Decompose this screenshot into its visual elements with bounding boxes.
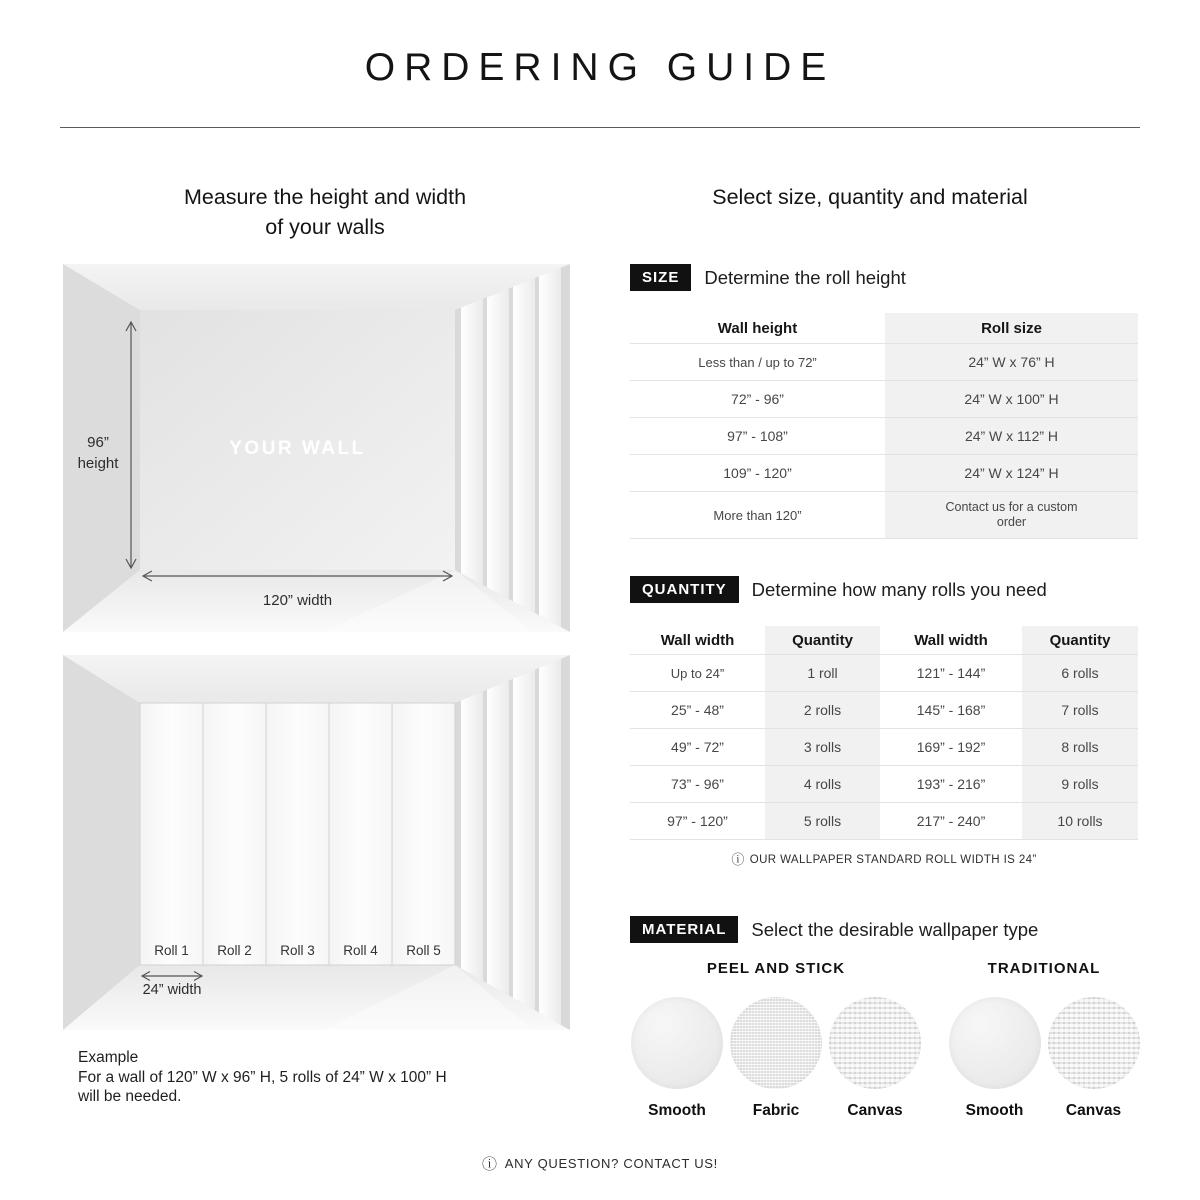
swatch-label: Smooth — [648, 1102, 706, 1119]
size-table — [630, 313, 1138, 539]
table-row — [630, 492, 1138, 539]
room-illustration-bottom — [63, 655, 570, 1030]
roll-size-cell: 24” W x 100” H — [885, 381, 1138, 417]
quantity-section-header — [630, 576, 1047, 603]
peel-and-stick-group — [630, 960, 922, 1120]
wall-height-cell: 109” - 120” — [723, 465, 792, 481]
table-row — [630, 803, 1138, 840]
size-subtitle: Determine the roll height — [704, 266, 906, 288]
quantity-cell: 7 rolls — [1022, 692, 1138, 728]
measure-heading-line2: of your walls — [265, 215, 385, 239]
wall-height-label — [63, 432, 133, 474]
quantity-cell: 9 rolls — [1022, 766, 1138, 802]
example-block — [78, 1048, 548, 1107]
wall-width-cell: 73” - 96” — [671, 776, 724, 792]
window-pane — [539, 268, 561, 627]
roll-size-cell: 24” W x 124” H — [885, 455, 1138, 491]
roll-width-label: 24” width — [142, 982, 202, 998]
quantity-table-header — [630, 626, 1138, 655]
wall-height-cell: 97” - 108” — [727, 428, 788, 444]
quantity-cell: 2 rolls — [765, 692, 880, 728]
header-divider — [60, 127, 1140, 128]
roll-4-label: Roll 4 — [343, 943, 378, 958]
wall-height-cell: 72” - 96” — [731, 391, 784, 407]
info-icon: ⓘ — [482, 1156, 498, 1173]
roll-5-label: Roll 5 — [406, 943, 441, 958]
material-subtitle: Select the desirable wallpaper type — [751, 918, 1039, 940]
left-wall — [63, 655, 140, 1030]
standard-roll-width-note — [630, 849, 1138, 868]
roll-2-label: Roll 2 — [217, 943, 252, 958]
wall-width-cell: 97” - 120” — [667, 813, 728, 829]
size-col-roll-header: Roll size — [885, 313, 1138, 343]
swatch-smooth — [948, 997, 1042, 1120]
swatch-label: Fabric — [752, 1102, 800, 1119]
wall-width-cell: 49” - 72” — [671, 739, 724, 755]
qty-col-wall-header: Wall width — [914, 631, 988, 649]
table-row — [630, 344, 1138, 381]
swatch-smooth — [630, 997, 724, 1120]
wall-width-cell: 193” - 216” — [916, 776, 986, 792]
wall-height-cell: Less than / up to 72” — [698, 354, 817, 370]
swatch-label: Smooth — [965, 1102, 1024, 1119]
table-row — [630, 381, 1138, 418]
quantity-cell: 8 rolls — [1022, 729, 1138, 765]
size-section-header — [630, 264, 906, 291]
example-title: Example — [78, 1049, 139, 1066]
size-badge: SIZE — [630, 264, 691, 291]
quantity-cell: 6 rolls — [1022, 655, 1138, 691]
wall-height-value: 96” — [87, 434, 109, 451]
peel-and-stick-title: PEEL AND STICK — [706, 960, 846, 977]
window-pane — [487, 681, 509, 996]
material-badge: MATERIAL — [630, 916, 738, 943]
wallpaper-rolls — [140, 703, 455, 965]
example-line1: For a wall of 120” W x 96” H, 5 rolls of 24” W x 100” H — [78, 1068, 447, 1086]
wall-width-cell: 121” - 144” — [916, 665, 986, 681]
peel-and-stick-swatches — [630, 997, 922, 1120]
table-row — [630, 766, 1138, 803]
select-heading: Select size, quantity and material — [712, 185, 1028, 209]
quantity-cell: 1 roll — [765, 655, 880, 691]
roll-size-cell: 24” W x 76” H — [885, 344, 1138, 380]
footer-contact[interactable] — [0, 1153, 1200, 1174]
smooth-texture-swatch-icon — [949, 997, 1041, 1089]
wall-width-cell: 145” - 168” — [916, 702, 986, 718]
footer-contact-text: ANY QUESTION? CONTACT US! — [504, 1156, 718, 1171]
wall-width-cell: 169” - 192” — [916, 739, 986, 755]
window-pane — [513, 278, 535, 613]
room-bottom-svg — [63, 655, 570, 1030]
wall-width-cell: 25” - 48” — [671, 702, 724, 718]
measure-heading-line1: Measure the height and width — [183, 185, 467, 209]
table-row — [630, 455, 1138, 492]
page-title: ORDERING GUIDE — [364, 46, 836, 89]
window-pane — [539, 659, 561, 1025]
wall-height-cell: More than 120” — [713, 507, 802, 523]
swatch-canvas — [1047, 997, 1141, 1120]
custom-order-note: Contact us for a custom order — [945, 500, 1078, 529]
wall-width-label: 120” width — [262, 592, 333, 609]
swatch-fabric — [729, 997, 823, 1120]
quantity-cell: 10 rolls — [1022, 803, 1138, 839]
your-wall-label: YOUR WALL — [229, 438, 366, 459]
qty-col-wall-header: Wall width — [660, 631, 735, 649]
traditional-title: TRADITIONAL — [987, 960, 1101, 977]
swatch-canvas — [828, 997, 922, 1120]
roll-size-cell — [885, 492, 1138, 538]
smooth-texture-swatch-icon — [631, 997, 723, 1089]
wall-height-word: height — [77, 455, 119, 472]
window-pane — [487, 288, 509, 599]
wall-width-cell: Up to 24” — [670, 665, 725, 681]
qty-col-qty-header: Quantity — [765, 626, 880, 654]
swatch-label: Canvas — [1065, 1102, 1122, 1119]
canvas-texture-swatch-icon — [829, 997, 921, 1089]
window-pane — [461, 299, 483, 585]
roll-size-cell: 24” W x 112” H — [885, 418, 1138, 454]
measure-heading — [65, 182, 585, 242]
table-row — [630, 729, 1138, 766]
example-line2: will be needed. — [78, 1088, 182, 1105]
room-illustration-top — [63, 264, 570, 632]
size-table-header — [630, 313, 1138, 344]
traditional-swatches — [944, 997, 1144, 1120]
quantity-cell: 4 rolls — [765, 766, 880, 802]
quantity-cell: 5 rolls — [765, 803, 880, 839]
roll-1-label: Roll 1 — [154, 943, 189, 958]
info-icon: ⓘ — [731, 852, 745, 867]
table-row — [630, 655, 1138, 692]
quantity-table — [630, 626, 1138, 840]
roll-3-label: Roll 3 — [280, 943, 315, 958]
roll-labels — [140, 943, 455, 958]
quantity-badge: QUANTITY — [630, 576, 739, 603]
window-pane — [461, 691, 483, 981]
standard-roll-width-text: OUR WALLPAPER STANDARD ROLL WIDTH IS 24” — [749, 854, 1037, 866]
table-row — [630, 692, 1138, 729]
qty-col-qty-header: Quantity — [1022, 626, 1138, 654]
material-section-header — [630, 916, 1038, 943]
quantity-cell: 3 rolls — [765, 729, 880, 765]
table-row — [630, 418, 1138, 455]
wall-width-cell: 217” - 240” — [916, 813, 986, 829]
size-col-wall-header: Wall height — [717, 319, 798, 337]
window-pane — [513, 670, 535, 1011]
quantity-subtitle: Determine how many rolls you need — [751, 578, 1047, 600]
traditional-group — [944, 960, 1144, 1120]
swatch-label: Canvas — [847, 1102, 903, 1119]
fabric-texture-swatch-icon — [730, 997, 822, 1089]
canvas-texture-swatch-icon — [1048, 997, 1140, 1089]
